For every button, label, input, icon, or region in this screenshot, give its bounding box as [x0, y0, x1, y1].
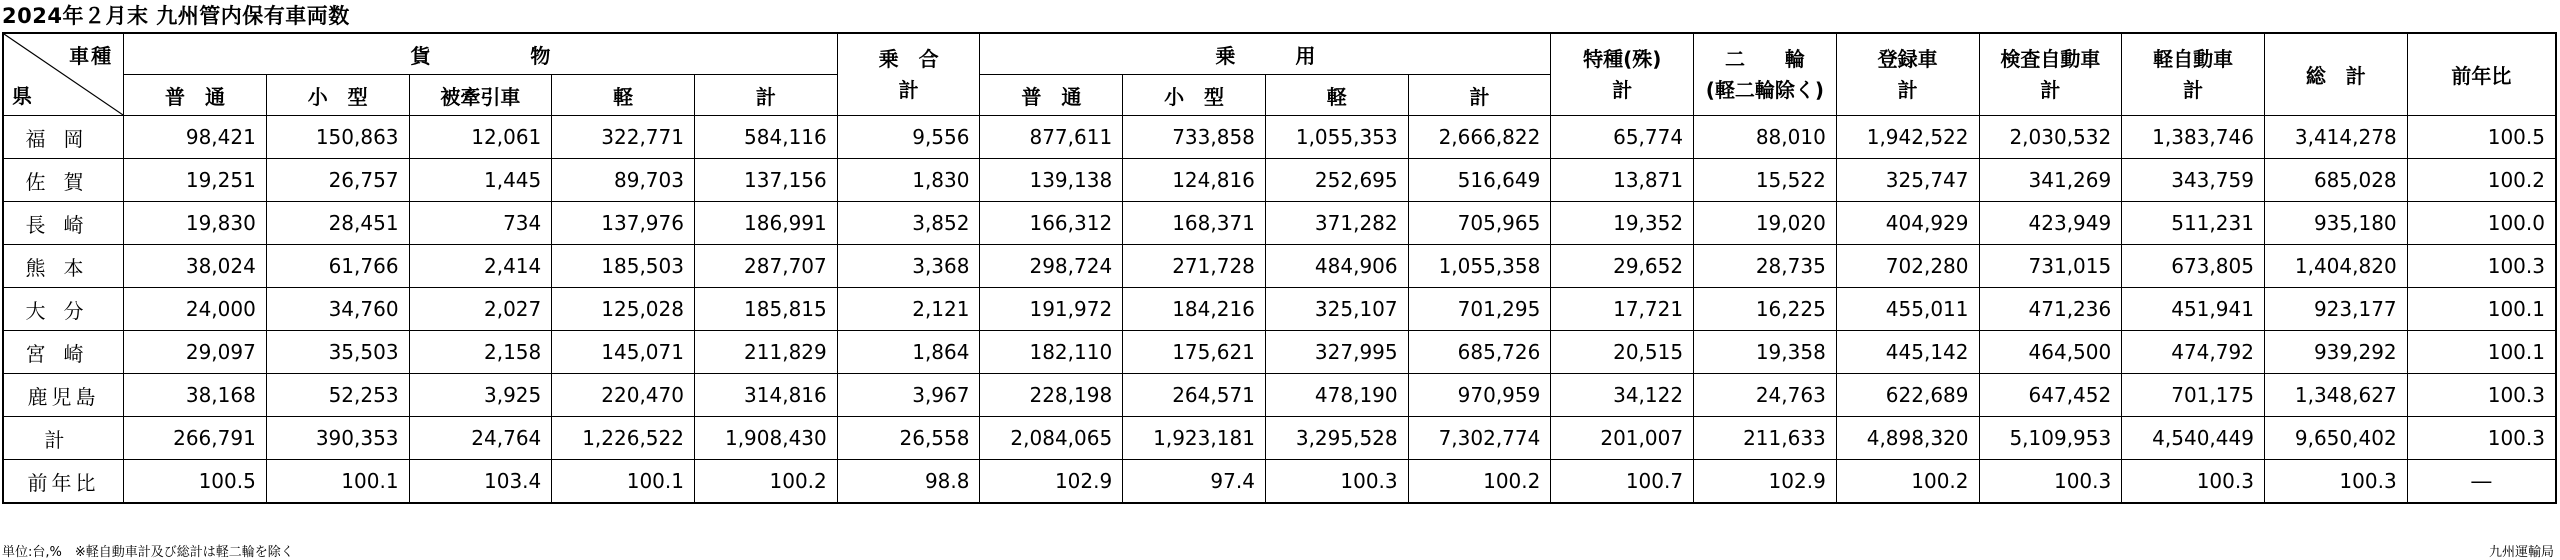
- table-cell: 3,368: [837, 245, 980, 288]
- table-cell: 464,500: [1979, 331, 2122, 374]
- table-cell: 2,030,532: [1979, 116, 2122, 159]
- table-row: [3, 288, 2556, 331]
- table-cell: 935,180: [2264, 202, 2407, 245]
- table-cell: 150,863: [266, 116, 409, 159]
- table-cell: 61,766: [266, 245, 409, 288]
- table-cell: 100.2: [2407, 159, 2556, 202]
- table-cell: 185,815: [694, 288, 837, 331]
- table-cell: 2,084,065: [980, 417, 1123, 460]
- yoy-label: 前年比: [3, 460, 124, 504]
- registered-header-line1: 登録車: [1877, 46, 1938, 71]
- prefecture-label: 県: [12, 84, 32, 108]
- table-cell: 647,452: [1979, 374, 2122, 417]
- table-cell: 19,352: [1551, 202, 1694, 245]
- table-cell: 24,763: [1694, 374, 1837, 417]
- table-cell: 182,110: [980, 331, 1123, 374]
- motorcycle-header-line2: (軽二輪除く): [1705, 77, 1825, 102]
- table-cell: 702,280: [1836, 245, 1979, 288]
- table-cell: 314,816: [694, 374, 837, 417]
- vehicle-type-label: 車種: [69, 44, 114, 68]
- table-cell: 100.3: [2407, 245, 2556, 288]
- table-cell: 100.3: [2122, 460, 2265, 504]
- table-cell: 38,024: [124, 245, 267, 288]
- table-cell: 97.4: [1123, 460, 1266, 504]
- table-cell: 970,959: [1408, 374, 1551, 417]
- table-cell: 137,156: [694, 159, 837, 202]
- bus-header-line1: 乗 合: [878, 46, 939, 71]
- table-cell: 3,967: [837, 374, 980, 417]
- table-cell: 139,138: [980, 159, 1123, 202]
- table-row: [3, 331, 2556, 374]
- table-cell: 3,295,528: [1265, 417, 1408, 460]
- freight-small-header: 小 型: [266, 75, 409, 116]
- table-cell: 1,055,353: [1265, 116, 1408, 159]
- table-cell: 15,522: [1694, 159, 1837, 202]
- registered-header-line2: 計: [1897, 77, 1918, 102]
- table-cell: 185,503: [552, 245, 695, 288]
- table-cell: 287,707: [694, 245, 837, 288]
- table-row: [3, 374, 2556, 417]
- table-cell: 100.1: [2407, 288, 2556, 331]
- table-cell: 98.8: [837, 460, 980, 504]
- table-cell: 4,540,449: [2122, 417, 2265, 460]
- table-cell: 5,109,953: [1979, 417, 2122, 460]
- table-cell: 484,906: [1265, 245, 1408, 288]
- table-cell: 186,991: [694, 202, 837, 245]
- table-cell: 38,168: [124, 374, 267, 417]
- registered-total-header: [1836, 33, 1979, 116]
- inspected-total-header: [1979, 33, 2122, 116]
- table-cell: 211,633: [1694, 417, 1837, 460]
- table-cell: 9,650,402: [2264, 417, 2407, 460]
- table-cell: 35,503: [266, 331, 409, 374]
- table-cell: 474,792: [2122, 331, 2265, 374]
- table-cell: 100.5: [124, 460, 267, 504]
- table-cell: 26,558: [837, 417, 980, 460]
- table-cell: 220,470: [552, 374, 695, 417]
- table-cell: 390,353: [266, 417, 409, 460]
- bus-header-line2: 計: [898, 77, 919, 102]
- table-cell: 100.3: [1265, 460, 1408, 504]
- vehicle-count-table: [2, 32, 2557, 504]
- table-cell: 100.7: [1551, 460, 1694, 504]
- table-cell: 1,830: [837, 159, 980, 202]
- table-cell: 100.5: [2407, 116, 2556, 159]
- table-cell: 34,122: [1551, 374, 1694, 417]
- yoy-row: [3, 460, 2556, 504]
- table-cell: 705,965: [1408, 202, 1551, 245]
- grand-total-header: 総 計: [2264, 33, 2407, 116]
- table-cell: 1,908,430: [694, 417, 837, 460]
- prefecture-name: 長崎: [3, 202, 124, 245]
- table-cell: 16,225: [1694, 288, 1837, 331]
- table-cell: 184,216: [1123, 288, 1266, 331]
- table-cell: 322,771: [552, 116, 695, 159]
- table-cell: 455,011: [1836, 288, 1979, 331]
- prefecture-name: 宮崎: [3, 331, 124, 374]
- special-total-header: [1551, 33, 1694, 116]
- kei-total-header: [2122, 33, 2265, 116]
- bus-total-header: [837, 33, 980, 116]
- table-cell: 3,852: [837, 202, 980, 245]
- table-cell: 9,556: [837, 116, 980, 159]
- table-cell: 168,371: [1123, 202, 1266, 245]
- table-cell: 423,949: [1979, 202, 2122, 245]
- table-cell: 100.0: [2407, 202, 2556, 245]
- passenger-small-header: 小 型: [1123, 75, 1266, 116]
- table-cell: 1,404,820: [2264, 245, 2407, 288]
- table-cell: 1,055,358: [1408, 245, 1551, 288]
- table-cell: 343,759: [2122, 159, 2265, 202]
- table-cell: 1,864: [837, 331, 980, 374]
- table-cell: 100.3: [2407, 417, 2556, 460]
- total-label: 計: [3, 417, 124, 460]
- table-cell: 731,015: [1979, 245, 2122, 288]
- table-cell: 52,253: [266, 374, 409, 417]
- table-cell: ―: [2407, 460, 2556, 504]
- table-row: [3, 245, 2556, 288]
- table-cell: 733,858: [1123, 116, 1266, 159]
- table-cell: 1,923,181: [1123, 417, 1266, 460]
- table-cell: 325,747: [1836, 159, 1979, 202]
- table-cell: 65,774: [1551, 116, 1694, 159]
- table-cell: 327,995: [1265, 331, 1408, 374]
- table-row: [3, 159, 2556, 202]
- table-cell: 685,726: [1408, 331, 1551, 374]
- prefecture-name: 福岡: [3, 116, 124, 159]
- motorcycle-header: [1694, 33, 1837, 116]
- table-cell: 298,724: [980, 245, 1123, 288]
- table-cell: 1,383,746: [2122, 116, 2265, 159]
- table-cell: 2,121: [837, 288, 980, 331]
- table-cell: 24,764: [409, 417, 552, 460]
- table-cell: 445,142: [1836, 331, 1979, 374]
- page-title: 2024年２月末 九州管内保有車両数: [2, 4, 350, 28]
- table-cell: 1,942,522: [1836, 116, 1979, 159]
- table-cell: 701,295: [1408, 288, 1551, 331]
- corner-header-cell: [3, 33, 124, 116]
- table-cell: 1,348,627: [2264, 374, 2407, 417]
- table-cell: 7,302,774: [1408, 417, 1551, 460]
- table-cell: 125,028: [552, 288, 695, 331]
- table-body: [3, 116, 2556, 504]
- table-cell: 4,898,320: [1836, 417, 1979, 460]
- table-cell: 100.2: [1836, 460, 1979, 504]
- table-cell: 24,000: [124, 288, 267, 331]
- freight-regular-header: 普 通: [124, 75, 267, 116]
- passenger-kei-header: 軽: [1265, 75, 1408, 116]
- special-header-line2: 計: [1612, 77, 1633, 102]
- table-cell: 145,071: [552, 331, 695, 374]
- table-cell: 2,414: [409, 245, 552, 288]
- table-cell: 137,976: [552, 202, 695, 245]
- table-cell: 511,231: [2122, 202, 2265, 245]
- table-cell: 266,791: [124, 417, 267, 460]
- passenger-group-header: 乗 用: [980, 33, 1551, 75]
- freight-trailer-header: 被牽引車: [409, 75, 552, 116]
- freight-kei-header: 軽: [552, 75, 695, 116]
- table-cell: 252,695: [1265, 159, 1408, 202]
- table-cell: 13,871: [1551, 159, 1694, 202]
- table-cell: 201,007: [1551, 417, 1694, 460]
- table-cell: 2,666,822: [1408, 116, 1551, 159]
- table-cell: 88,010: [1694, 116, 1837, 159]
- total-row: [3, 417, 2556, 460]
- table-cell: 28,451: [266, 202, 409, 245]
- table-row: [3, 202, 2556, 245]
- prefecture-name: 熊本: [3, 245, 124, 288]
- table-cell: 685,028: [2264, 159, 2407, 202]
- table-cell: 19,830: [124, 202, 267, 245]
- table-cell: 100.3: [2264, 460, 2407, 504]
- table-cell: 3,925: [409, 374, 552, 417]
- table-cell: 584,116: [694, 116, 837, 159]
- table-cell: 103.4: [409, 460, 552, 504]
- table-cell: 19,358: [1694, 331, 1837, 374]
- table-cell: 191,972: [980, 288, 1123, 331]
- unit-footnote: 単位:台,% ※軽自動車計及び総計は軽二輪を除く: [2, 545, 294, 560]
- kei-header-line1: 軽自動車: [2153, 46, 2234, 71]
- table-cell: 100.1: [552, 460, 695, 504]
- table-cell: 923,177: [2264, 288, 2407, 331]
- yoy-ratio-header: 前年比: [2407, 33, 2556, 116]
- special-header-line1: 特種(殊): [1583, 46, 1662, 71]
- prefecture-name: 大分: [3, 288, 124, 331]
- source-credit: 九州運輸局: [2488, 545, 2554, 560]
- table-cell: 29,652: [1551, 245, 1694, 288]
- table-cell: 19,020: [1694, 202, 1837, 245]
- table-cell: 100.1: [266, 460, 409, 504]
- table-cell: 100.3: [2407, 374, 2556, 417]
- table-cell: 701,175: [2122, 374, 2265, 417]
- table-cell: 1,445: [409, 159, 552, 202]
- table-cell: 228,198: [980, 374, 1123, 417]
- table-cell: 673,805: [2122, 245, 2265, 288]
- table-cell: 2,027: [409, 288, 552, 331]
- table-cell: 89,703: [552, 159, 695, 202]
- table-cell: 734: [409, 202, 552, 245]
- table-cell: 17,721: [1551, 288, 1694, 331]
- table-cell: 341,269: [1979, 159, 2122, 202]
- table-cell: 1,226,522: [552, 417, 695, 460]
- table-cell: 26,757: [266, 159, 409, 202]
- table-cell: 371,282: [1265, 202, 1408, 245]
- table-cell: 264,571: [1123, 374, 1266, 417]
- table-cell: 166,312: [980, 202, 1123, 245]
- table-cell: 478,190: [1265, 374, 1408, 417]
- table-cell: 404,929: [1836, 202, 1979, 245]
- table-cell: 175,621: [1123, 331, 1266, 374]
- table-cell: 100.3: [1979, 460, 2122, 504]
- freight-total-header: 計: [694, 75, 837, 116]
- table-cell: 19,251: [124, 159, 267, 202]
- table-cell: 98,421: [124, 116, 267, 159]
- freight-group-header: 貨 物: [124, 33, 838, 75]
- table-cell: 325,107: [1265, 288, 1408, 331]
- kei-header-line2: 計: [2183, 77, 2204, 102]
- inspected-header-line2: 計: [2040, 77, 2061, 102]
- table-cell: 28,735: [1694, 245, 1837, 288]
- table-cell: 939,292: [2264, 331, 2407, 374]
- table-cell: 100.2: [694, 460, 837, 504]
- table-cell: 2,158: [409, 331, 552, 374]
- table-cell: 100.1: [2407, 331, 2556, 374]
- table-cell: 211,829: [694, 331, 837, 374]
- table-row: [3, 116, 2556, 159]
- table-cell: 451,941: [2122, 288, 2265, 331]
- passenger-total-header: 計: [1408, 75, 1551, 116]
- motorcycle-header-line1: 二 輪: [1724, 46, 1805, 71]
- passenger-regular-header: 普 通: [980, 75, 1123, 116]
- table-cell: 102.9: [1694, 460, 1837, 504]
- prefecture-name: 鹿児島: [3, 374, 124, 417]
- table-cell: 471,236: [1979, 288, 2122, 331]
- table-cell: 34,760: [266, 288, 409, 331]
- table-cell: 877,611: [980, 116, 1123, 159]
- table-cell: 20,515: [1551, 331, 1694, 374]
- table-cell: 102.9: [980, 460, 1123, 504]
- table-cell: 124,816: [1123, 159, 1266, 202]
- table-cell: 622,689: [1836, 374, 1979, 417]
- table-cell: 3,414,278: [2264, 116, 2407, 159]
- table-cell: 12,061: [409, 116, 552, 159]
- table-cell: 100.2: [1408, 460, 1551, 504]
- table-cell: 516,649: [1408, 159, 1551, 202]
- inspected-header-line1: 検査自動車: [2000, 46, 2101, 71]
- table-cell: 271,728: [1123, 245, 1266, 288]
- prefecture-name: 佐賀: [3, 159, 124, 202]
- table-cell: 29,097: [124, 331, 267, 374]
